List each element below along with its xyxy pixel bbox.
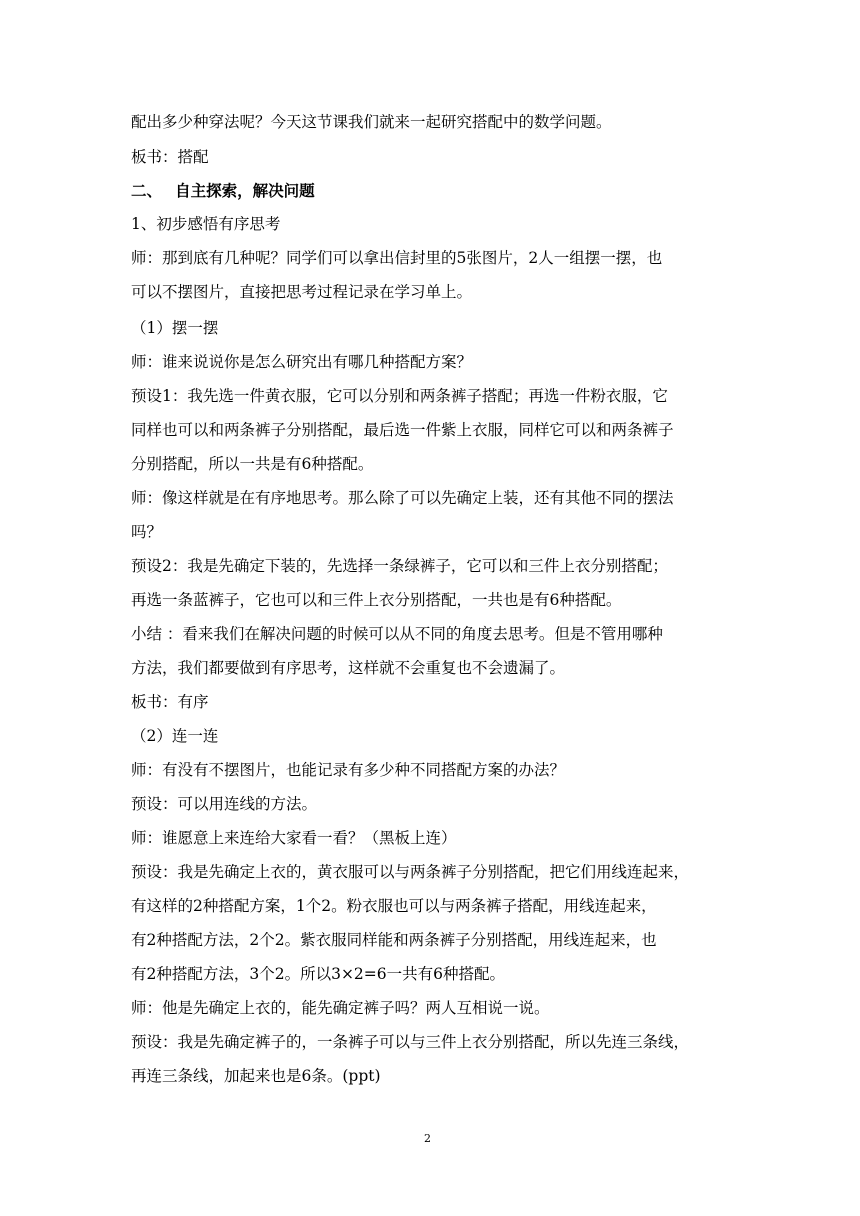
text-line: 师：那到底有几种呢？同学们可以拿出信封里的5张图片，2人一组摆一摆，也 [131, 249, 663, 267]
text-line: 预设2：我是先确定下装的，先选择一条绿裤子，它可以和三件上衣分别搭配； [131, 557, 668, 575]
text-line: 预设：可以用连线的方法。 [131, 795, 318, 813]
text-line: 再连三条线，加起来也是6条。(ppt) [131, 1067, 381, 1085]
text-line: 有这样的2种搭配方案，1个2。粉衣服也可以与两条裤子搭配，用线连起来， [131, 897, 657, 915]
text-line: 师：他是先确定上衣的，能先确定裤子吗？两人互相说一说。 [131, 999, 550, 1017]
subheading-step-2: （2）连一连 [131, 727, 219, 745]
text-line: 师：像这样就是在有序地思考。那么除了可以先确定上装，还有其他不同的摆法 [131, 489, 674, 507]
text-line: 师：谁愿意上来连给大家看一看？（黑板上连） [131, 829, 457, 847]
text-line: 可以不摆图片，直接把思考过程记录在学习单上。 [131, 283, 473, 301]
text-line: 师：有没有不摆图片，也能记录有多少种不同搭配方案的办法？ [131, 761, 566, 779]
text-line: 方法，我们都要做到有序思考，这样就不会重复也不会遗漏了。 [131, 659, 566, 677]
text-line: 有2种搭配方法，2个2。紫衣服同样能和两条裤子分别搭配，用线连起来，也 [131, 931, 657, 949]
text-line: 有2种搭配方法，3个2。所以3×2=6一共有6种搭配。 [131, 965, 506, 983]
page-number: 2 [424, 1132, 431, 1145]
text-line-board-note-1: 板书：搭配 [131, 148, 209, 166]
section-heading-2: 二、 自主探索，解决问题 [131, 181, 315, 200]
text-line-summary: 小结 ：看来我们在解决问题的时候可以从不同的角度去思考。但是不管用哪种 [131, 625, 663, 643]
text-line: 师：谁来说说你是怎么研究出有哪几种搭配方案？ [131, 353, 473, 371]
text-line: 预设1：我先选一件黄衣服，它可以分别和两条裤子搭配；再选一件粉衣服，它 [131, 387, 668, 405]
text-line: 预设：我是先确定裤子的，一条裤子可以与三件上衣分别搭配，所以先连三条线， [131, 1033, 690, 1051]
subheading-1: 1、初步感悟有序思考 [131, 215, 281, 233]
text-line: 预设：我是先确定上衣的，黄衣服可以与两条裤子分别搭配，把它们用线连起来， [131, 863, 690, 881]
text-line-board-note-2: 板书：有序 [131, 693, 209, 711]
text-line: 吗？ [131, 523, 163, 541]
text-line: 再选一条蓝裤子，它也可以和三件上衣分别搭配，一共也是有6种搭配。 [131, 591, 622, 609]
text-line-intro: 配出多少种穿法呢？今天这节课我们就来一起研究搭配中的数学问题。 [131, 113, 612, 131]
text-line: 分别搭配，所以一共是有6种搭配。 [131, 455, 374, 473]
text-line: 同样也可以和两条裤子分别搭配，最后选一件紫上衣服，同样它可以和两条裤子 [131, 421, 674, 439]
subheading-step-1: （1）摆一摆 [131, 319, 219, 337]
